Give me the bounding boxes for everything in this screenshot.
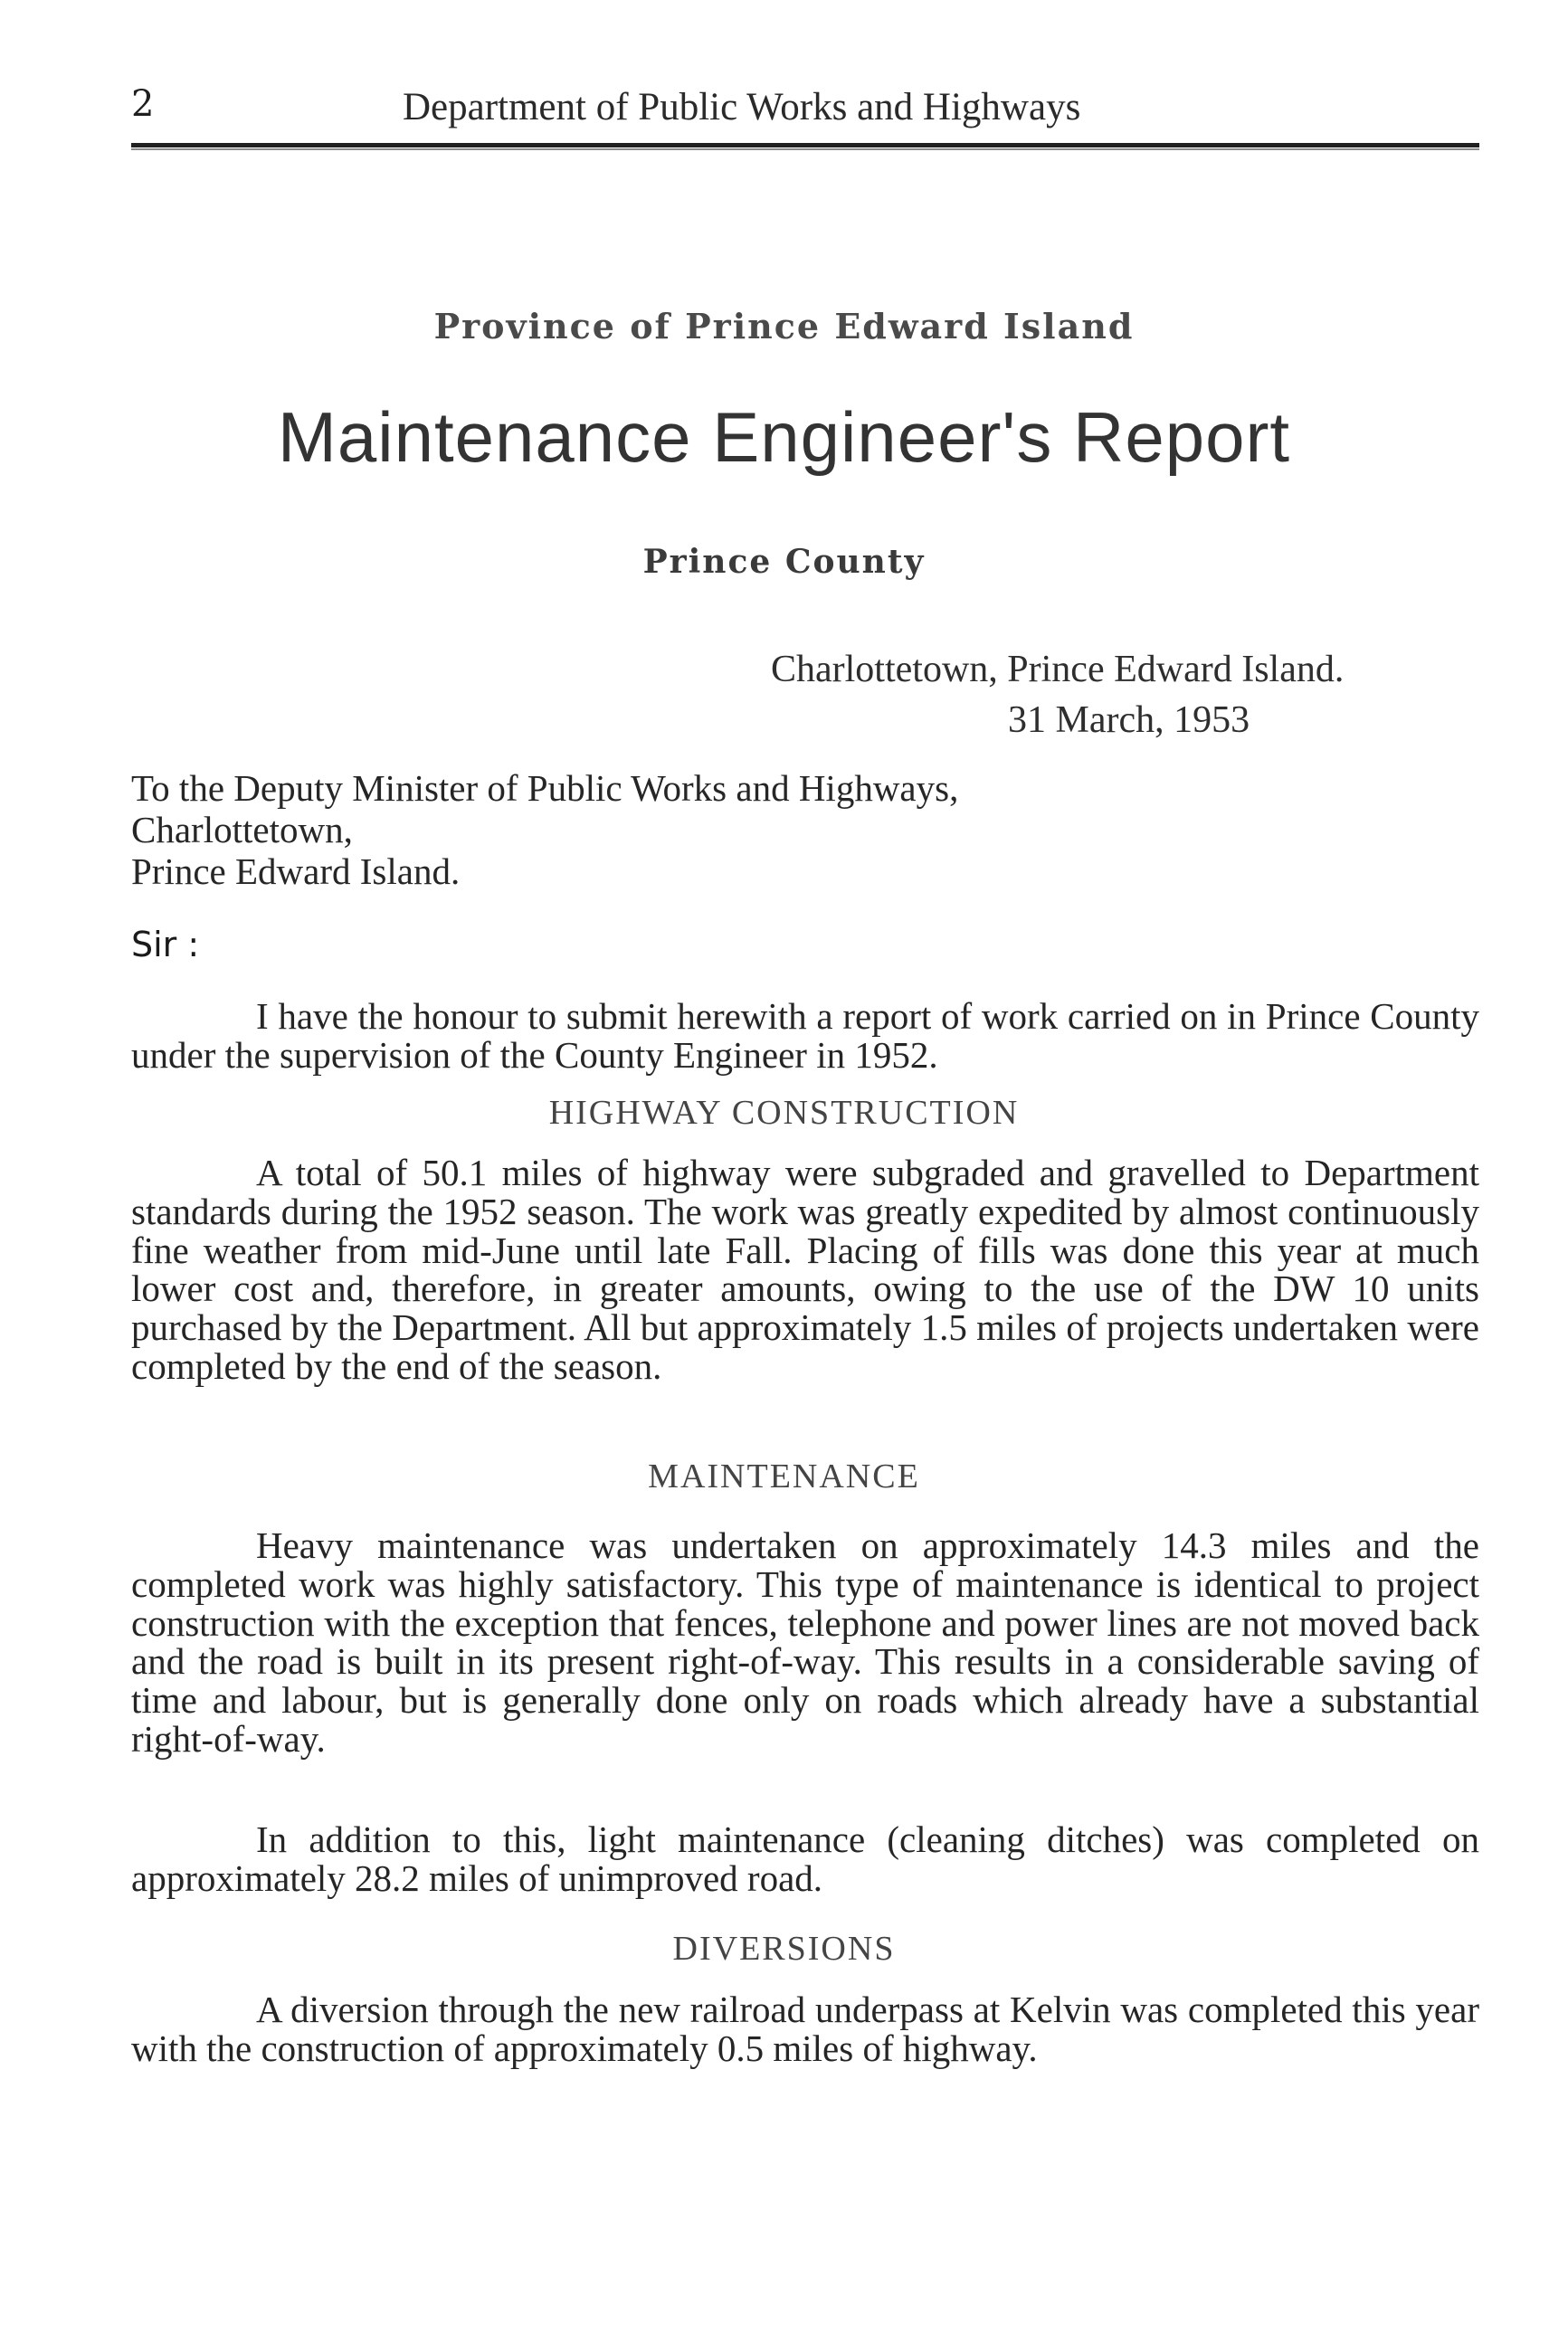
intro-block — [131, 997, 1479, 1075]
section-heading-maintenance: MAINTENANCE — [648, 1457, 920, 1495]
maintenance-paragraph: Heavy maintenance was undertaken on approximately 14.3 miles and the completed work was highly satisfactory. This type of maintenance is identical to project construction with the exception that fences, telephone and power lines are not moved back and the road is built in its present right-of-way. This results in a considerable saving of time and labour, but is generally done only on roads which already have a substantial right-of-way. — [131, 1524, 1479, 1760]
inside-address — [131, 767, 958, 892]
diversions-block — [131, 1990, 1479, 2068]
running-head: Department of Public Works and Highways — [403, 86, 1081, 128]
dateline-date: 31 March, 1953 — [1008, 699, 1250, 741]
page-number: 2 — [131, 83, 155, 125]
report-title: Maintenance Engineer's Report — [277, 397, 1291, 477]
county-title: Prince County — [642, 543, 926, 581]
address-line: Charlottetown, — [131, 809, 353, 850]
address-line: Prince Edward Island. — [131, 850, 461, 892]
diversions-paragraph: A diversion through the new railroad underpass at Kelvin was completed this year with the construction of approximately 0.5 miles of highway. — [131, 1989, 1479, 2069]
maintenance-block-2 — [131, 1820, 1479, 1898]
dateline-place: Charlottetown, Prince Edward Island. — [771, 649, 1345, 690]
highway-construction-paragraph: A total of 50.1 miles of highway were subgraded and gravelled to Department standards during the 1952 season. The work was greatly expedited by almost continuously fine weather from mid-June until late Fall. Placing of fills was done this year at much lower cost and, therefore, in greater amounts, owing to the use of the DW 10 units purchased by the Department. All but approximately 1.5 miles of projects undertaken were completed by the end of the season. — [131, 1152, 1479, 1387]
header-rule — [131, 143, 1479, 147]
address-line: To the Deputy Minister of Public Works and Highways, — [131, 767, 959, 809]
maintenance-paragraph: In addition to this, light maintenance (cleaning ditches) was completed on approximately 28.2 miles of unimproved road. — [131, 1818, 1479, 1899]
intro-paragraph: I have the honour to submit herewith a report of work carried on in Prince County under the supervision of the County Engineer in 1952. — [131, 995, 1479, 1076]
salutation: Sir : — [131, 925, 200, 964]
highway-construction-block — [131, 1154, 1479, 1386]
maintenance-block-1 — [131, 1526, 1479, 1759]
header-rule-shadow — [131, 148, 1479, 150]
dateline — [771, 644, 1344, 745]
province-title: Province of Prince Edward Island — [433, 306, 1135, 347]
section-heading-diversions: DIVERSIONS — [672, 1930, 896, 1968]
section-heading-highway-construction: HIGHWAY CONSTRUCTION — [548, 1094, 1020, 1132]
